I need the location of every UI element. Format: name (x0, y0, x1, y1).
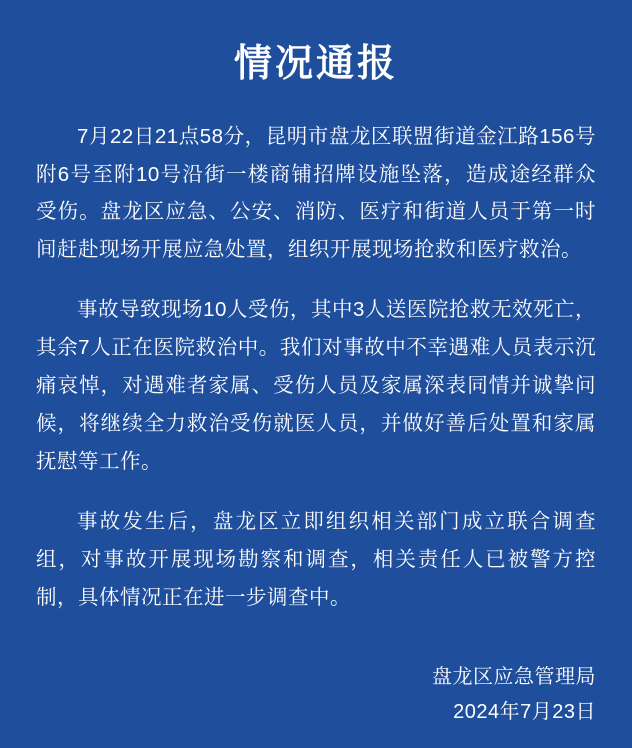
paragraph-2: 事故导致现场10人受伤，其中3人送医院抢救无效死亡，其余7人正在医院救治中。我们对事故中不幸遇难人员表示沉痛哀悼，对遇难者家属、受伤人员及家属深表同情并诚挚问候，将继续全力救治受伤就医人员，并做好善后处置和家属抚慰等工作。 (36, 298, 596, 473)
signature-block (36, 660, 596, 730)
signature-organization: 盘龙区应急管理局 (432, 666, 596, 688)
notice-body (36, 118, 596, 654)
page-title: 情况通报 (233, 43, 398, 85)
paragraph-3: 事故发生后，盘龙区立即组织相关部门成立联合调查组，对事故开展现场勘察和调查，相关责任人已被警方控制，具体情况正在进一步调查中。 (36, 509, 596, 609)
signature-date: 2024年7月23日 (453, 701, 596, 723)
paragraph-1: 7月22日21点58分，昆明市盘龙区联盟街道金江路156号附6号至附10号沿街一楼商铺招牌设施坠落，造成途经群众受伤。盘龙区应急、公安、消防、医疗和街道人员于第一时间赶赴现场开展应急处置，组织开展现场抢救和医疗救治。 (36, 124, 596, 262)
